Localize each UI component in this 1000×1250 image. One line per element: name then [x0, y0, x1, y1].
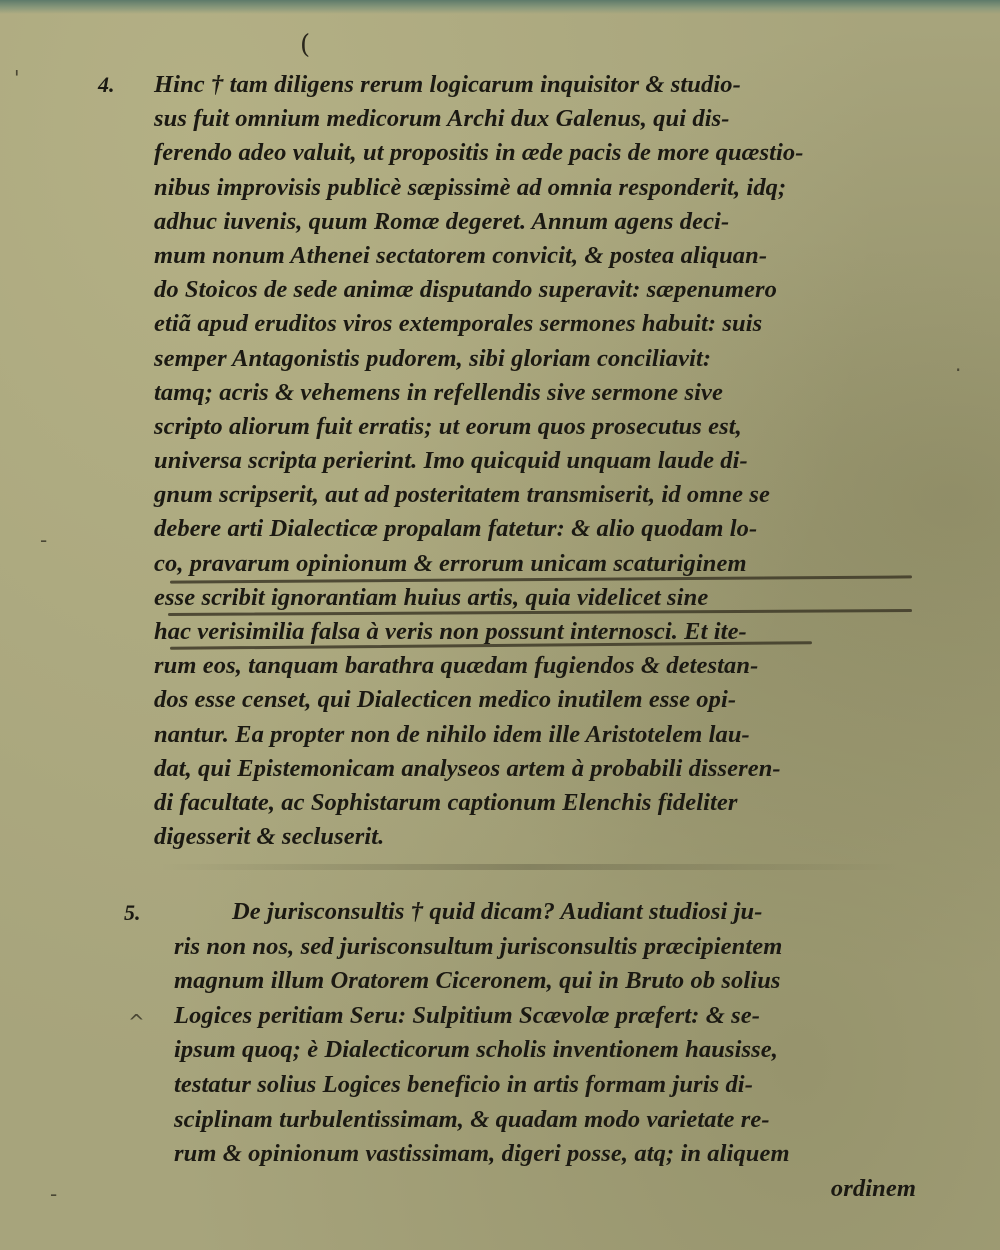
text-line: dat, qui Epistemonicam analyseos artem à probabili disseren- [154, 754, 781, 782]
text-line: ris non nos, sed jurisconsultum jurisconsultis præcipientem [174, 932, 783, 960]
text-line: universa scripta perierint. Imo quicquid unquam laude di- [154, 447, 748, 475]
text-line: co, pravarum opinionum & errorum unicam scaturiginem [154, 549, 747, 577]
stray-mark: ' [14, 66, 20, 90]
text-line: adhuc iuvenis, quum Romæ degeret. Annum agens deci- [154, 207, 730, 235]
stray-mark: . [955, 352, 962, 376]
text-line: rum eos, tanquam barathra quædam fugiendos & detestan- [154, 652, 759, 680]
stray-mark: ^ [128, 1010, 145, 1034]
text-line: hac verisimilia falsa à veris non possunt internosci. Et ite- [154, 618, 747, 645]
text-line: di facultate, ac Sophistarum captionum Elenchis fideliter [154, 788, 738, 816]
text-line: rum & opinionum vastissimam, digeri posse, atq; in aliquem [174, 1140, 790, 1168]
paragraph-text [154, 68, 924, 854]
text-line: magnum illum Oratorem Ciceronem, qui in Bruto ob solius [174, 967, 781, 995]
text-line: esse scribit ignorantiam huius artis, quia videlicet sine [154, 583, 709, 611]
text-line: debere arti Dialecticæ propalam fatetur: & alio quodam lo- [154, 515, 758, 543]
text-line: nantur. Ea propter non de nihilo idem ille Aristotelem lau- [154, 720, 750, 748]
text-line: nibus improvisis publicè sæpissimè ad omnia responderit, idq; [154, 173, 787, 201]
text-line: sciplinam turbulentissimam, & quadam modo varietate re- [174, 1105, 770, 1133]
paragraph-text [174, 895, 930, 1206]
text-line: gnum scripserit, aut ad posteritatem transmiserit, id omne se [154, 481, 770, 509]
text-line: semper Antagonistis pudorem, sibi gloriam conciliavit: [154, 344, 712, 372]
text-line: ipsum quoq; è Dialecticorum scholis inventionem hausisse, [174, 1036, 778, 1064]
page-top-edge [0, 0, 1000, 14]
text-line: digesserit & secluserit. [154, 823, 385, 851]
paragraph-number: 5. [124, 900, 141, 925]
paragraph-number: 4. [98, 72, 115, 97]
text-line: Hinc † tam diligens rerum logicarum inquisitor & studio- [154, 71, 741, 98]
text-line: do Stoicos de sede animæ disputando superavit: sæpenumero [154, 276, 777, 304]
text-line: tamq; acris & vehemens in refellendis sive sermone sive [154, 378, 723, 406]
text-line: testatur solius Logices beneficio in artis formam juris di- [174, 1070, 753, 1098]
text-line: etiã apud eruditos viros extemporales sermones habuit: suis [154, 310, 763, 338]
text-line: scripto aliorum fuit erratis; ut eorum quos prosecutus est, [154, 412, 742, 440]
fold-mark: ( [300, 30, 311, 60]
text-line: De jurisconsultis † quid dicam? Audiant studiosi ju- [232, 898, 763, 925]
stray-mark: - [50, 1182, 58, 1206]
stray-mark: - [40, 528, 48, 552]
paragraph-separator-shadow [160, 864, 900, 870]
text-line: sus fuit omnium medicorum Archi dux Galenus, qui dis- [154, 105, 730, 133]
catchword: ordinem [830, 1174, 916, 1202]
text-line: dos esse censet, qui Dialecticen medico inutilem esse opi- [154, 686, 737, 714]
text-line: ferendo adeo valuit, ut propositis in æde pacis de more quæstio- [154, 139, 804, 167]
text-line: mum nonum Athenei sectatorem convicit, & postea aliquan- [154, 241, 768, 269]
text-line: Logices peritiam Seru: Sulpitium Scævolæ præfert: & se- [174, 1001, 760, 1029]
